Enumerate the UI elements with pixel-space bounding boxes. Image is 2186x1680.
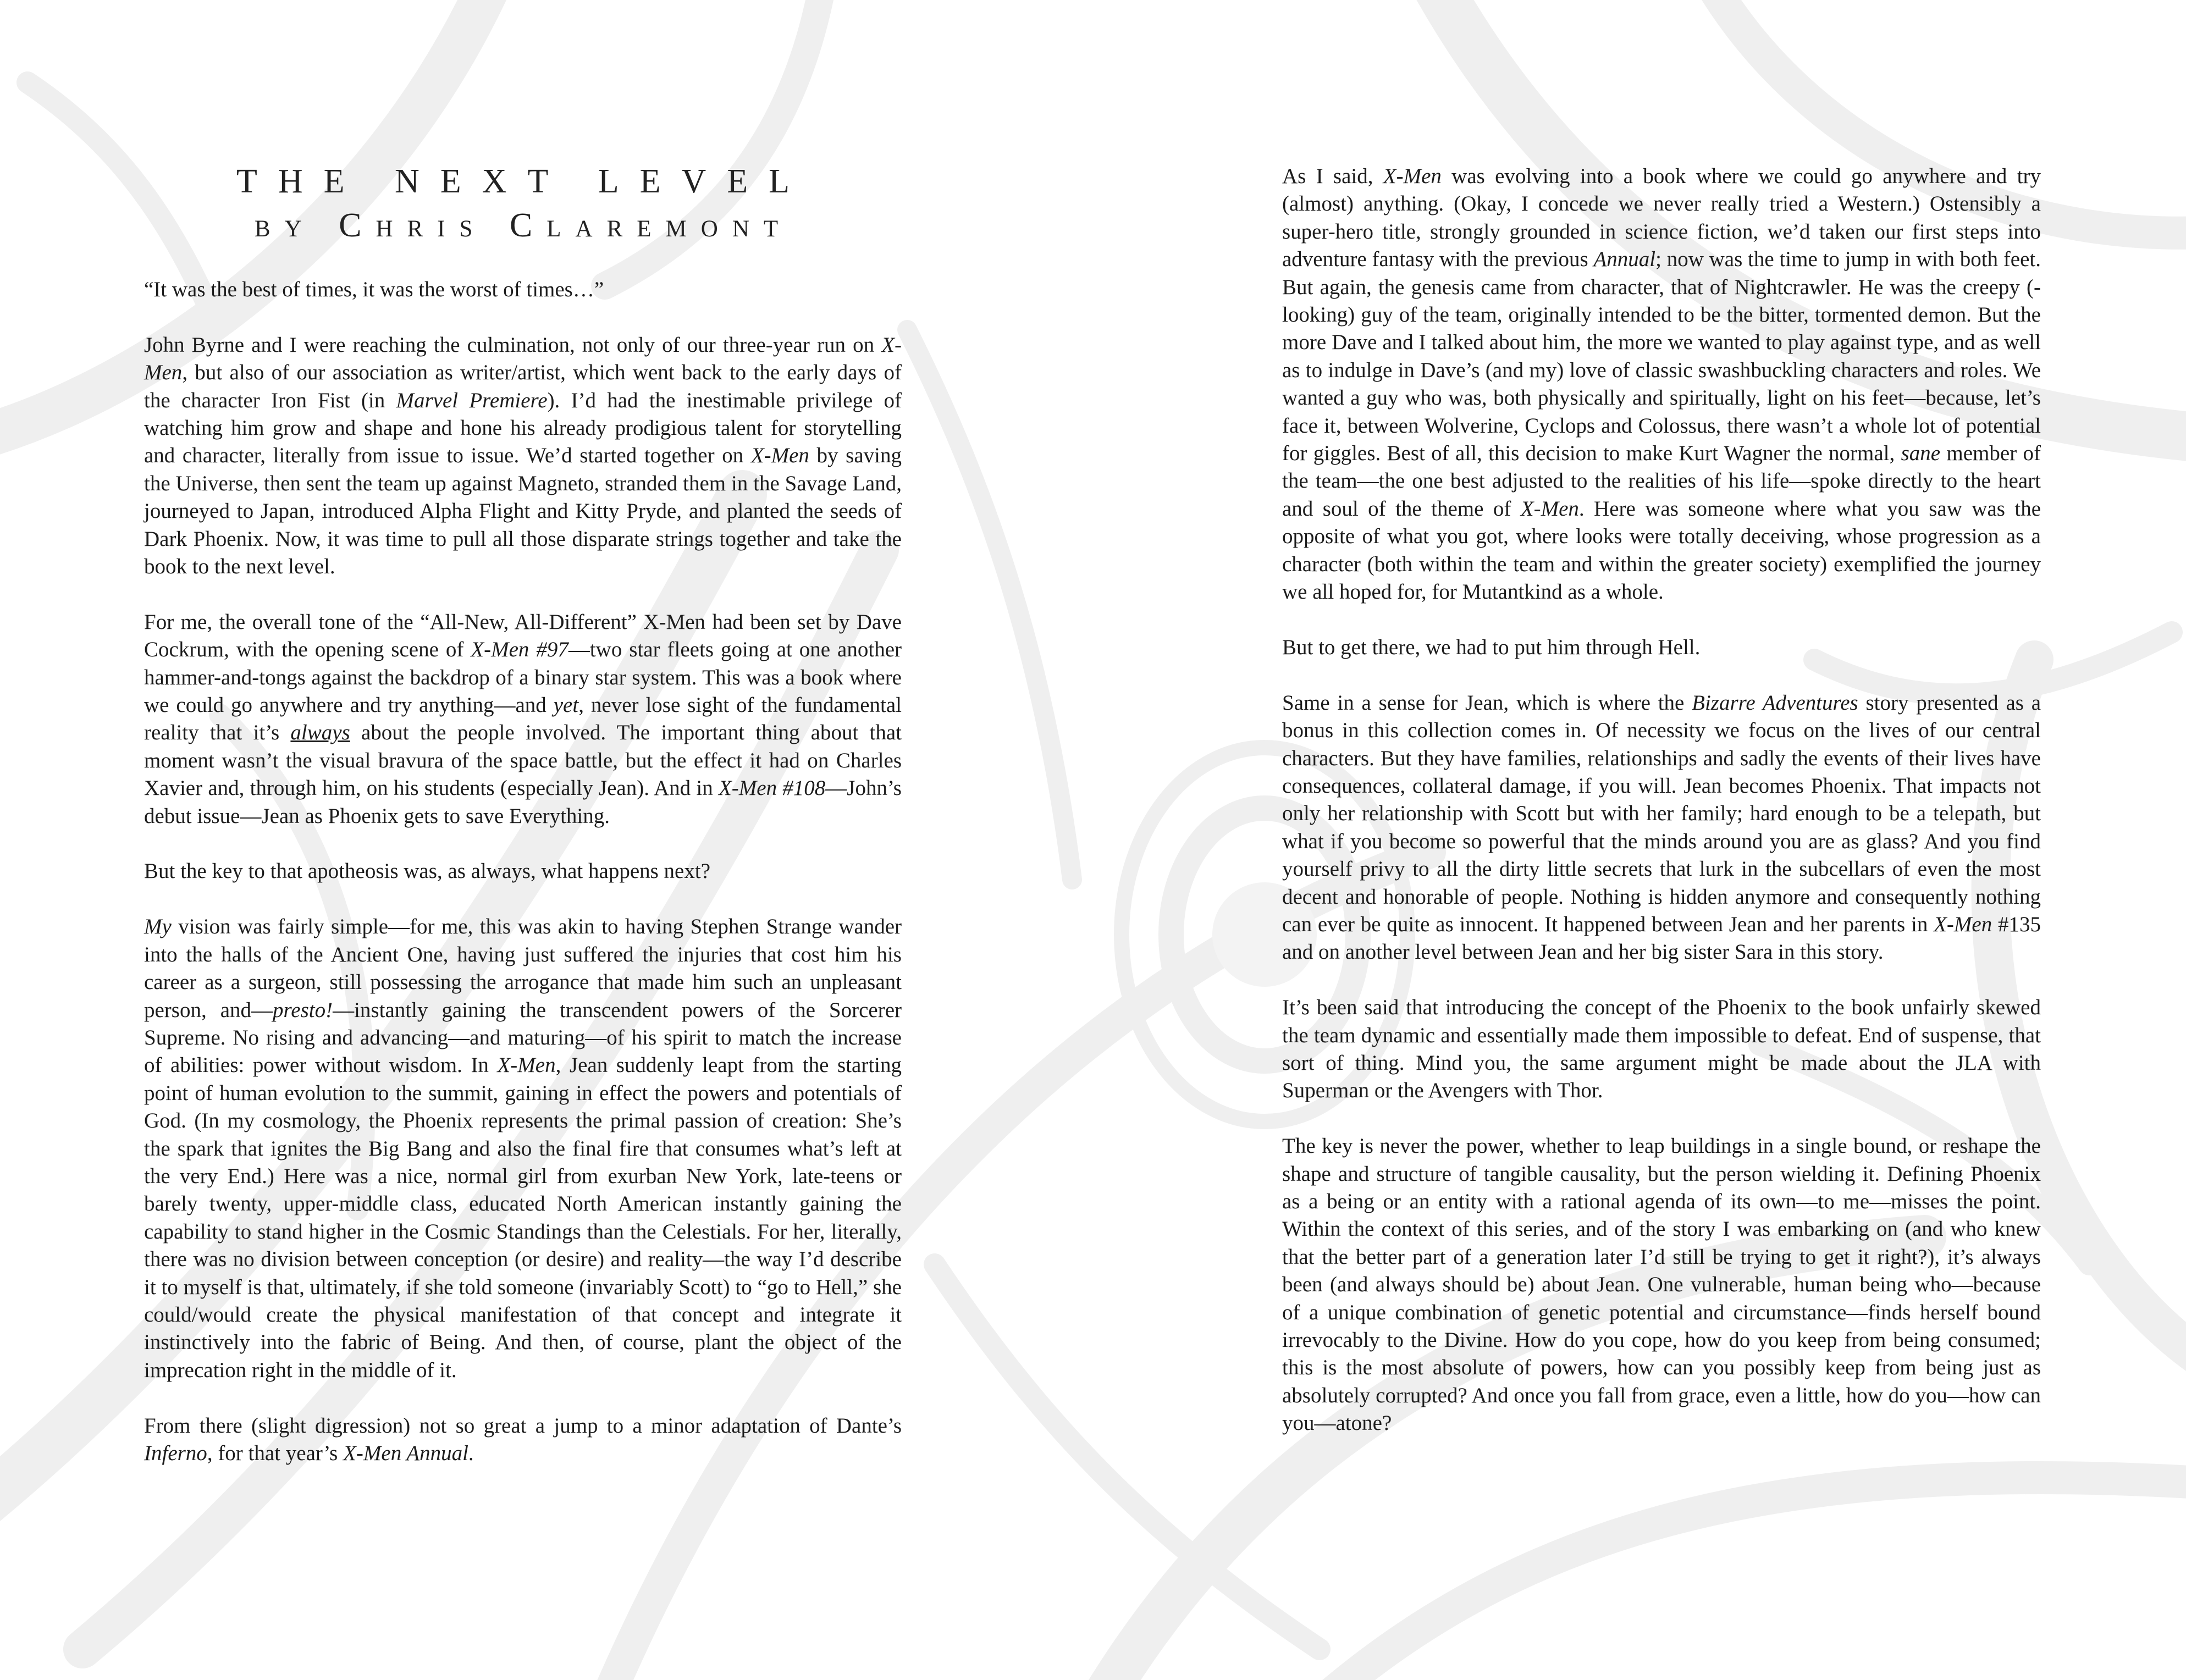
body-paragraph: But to get there, we had to put him through Hell.: [1282, 635, 1701, 659]
body-paragraph: The key is never the power, whether to leap buildings in a single bound, or reshape the shape and structure of tangible causality, but the person wielding it. Defining Phoenix as a being or an entity with a rational agenda of its own—to me—misses the point. Within the context of this series, and of the story I was embarking on (and who knew that the better part of a generation later I’d still be trying to get it right?), it’s always been (and always should be) about Jean. One vulnerable, human being who—because of a unique combination of genetic potential and circumstance—finds herself bound irrevocably to the Divine. How do you cope, how do you keep from being consumed; this is the most absolute of powers, how can you possibly keep from being just as absolutely corrupted? And once you fall from grace, even a little, how do you—how can you—atone?: [1282, 1134, 2041, 1435]
essay-title: THE NEXT LEVEL: [236, 163, 810, 200]
body-paragraph: It’s been said that introducing the concept of the Phoenix to the book unfairly skewed the team dynamic and essentially made them impossible to defeat. End of suspense, that sort of thing. Mind you, the same argument might be made about the JLA with Superman or the Avengers with Thor.: [1282, 996, 2041, 1103]
right-text-column: [1282, 163, 2041, 1465]
body-paragraph: As I said, X-Men was evolving into a book where we could go anywhere and try (almost) anything. (Okay, I concede we never really tried a Western.) Ostensibly a super-hero title, strongly grounded in science fiction, we’d taken our first steps into adventure fantasy with the previous Annual; now was the time to jump in with both feet. But again, the genesis came from character, that of Nightcrawler. He was the creepy (-looking) guy of the team, originally intended to be the bitter, tormented demon. But the more Dave and I talked about him, the more we wanted to play against type, and as well as to indulge in Dave’s (and my) love of classic swashbuckling characters and roles. We wanted a guy who was, both physically and spiritually, light on his feet—because, let’s face it, between Wolverine, Cyclops and Colossus, there wasn’t a whole lot of potential for giggles. Best of all, this decision to make Kurt Wagner the normal, sane member of the team—the one best adjusted to the realities of his life—spoke directly to the heart and soul of the theme of X-Men. Here was someone where what you saw was the opposite of what you got, where looks were totally deceiving, whose progression as a character (both within the team and within the greater society) exemplified the journey we all hoped for, for Mutantkind as a whole.: [1282, 164, 2041, 604]
body-paragraph: John Byrne and I were reaching the culmination, not only of our three-year run on X-Men, but also of our association as writer/artist, which went back to the early days of the character Iron Fist (in Marvel Premiere). I’d had the inestimable privilege of watching him grow and shape and hone his already prodigious talent for storytelling and character, literally from issue to issue. We’d started together on X-Men by saving the Universe, then sent the team up against Magneto, stranded them in the Savage Land, journeyed to Japan, introduced Alpha Flight and Kitty Pryde, and planted the seeds of Dark Phoenix. Now, it was time to pull all those disparate strings together and take the book to the next level.: [144, 333, 902, 579]
body-paragraph: For me, the overall tone of the “All-New, All-Different” X-Men had been set by Dave Cockrum, with the opening scene of X-Men #97—two star fleets going at one another hammer-and-tongs against the backdrop of a binary star system. This was a book where we could go anywhere and try anything—and yet, never lose sight of the fundamental reality that it’s always about the people involved. The important thing about that moment wasn’t the visual bravura of the space battle, but the effect it had on Charles Xavier and, through him, on his students (especially Jean). And in X-Men #108—John’s debut issue—Jean as Phoenix gets to save Everything.: [144, 610, 902, 828]
body-paragraph: Same in a sense for Jean, which is where the Bizarre Adventures story presented as a bonus in this collection comes in. Of necessity we focus on the lives of our central characters. But they have families, relationships and sadly the events of their lives have consequences, collateral damage, if you will. Jean becomes Phoenix. That impacts not only her relationship with Scott but with her family; hard enough to be a telepath, but what if you become so powerful that the minds around you are as glass? And you find yourself privy to all the dirty little secrets that lurk in the subcellars of even the most decent and honorable of people. Nothing is hidden anymore and consequently nothing can ever be quite as innocent. It happened between Jean and her parents in X-Men #135 and on another level between Jean and her big sister Sara in this story.: [1282, 690, 2041, 964]
body-paragraph: “It was the best of times, it was the worst of times…”: [144, 278, 604, 301]
essay-byline: by Chris Claremont: [254, 207, 793, 244]
body-paragraph: From there (slight digression) not so great a jump to a minor adaptation of Dante’s Inferno, for that year’s X-Men Annual.: [144, 1413, 902, 1465]
body-paragraph: But the key to that apotheosis was, as always, what happens next?: [144, 859, 711, 883]
essay-title-block: [144, 159, 903, 247]
body-paragraph: My vision was fairly simple—for me, this was akin to having Stephen Strange wander into the halls of the Ancient One, having just suffered the injuries that cost him his career as a surgeon, still possessing the arrogance that made him such an unpleasant person, and—presto!—instantly gaining the transcendent powers of the Sorcerer Supreme. No rising and advancing—and maturing—of his spirit to match the increase of abilities: power without wisdom. In X-Men, Jean suddenly leapt from the starting point of human evolution to the summit, gaining in effect the powers and potentials of God. (In my cosmology, the Phoenix represents the primal passion of creation: She’s the spark that ignites the Big Bang and also the final fire that consumes what’s left at the very End.) Here was a nice, normal girl from exurban New York, late-teens or barely twenty, upper-middle class, educated North American instantly gaining the capability to stand higher in the Cosmic Standings than the Celestials. For her, literally, there was no division between conception (or desire) and reality—the way I’d describe it to myself is that, ultimately, if she told someone (invariably Scott) to “go to Hell,” she could/would create the physical manifestation of that concept and integrate it instinctively into the fabric of Being. And then, of course, plant the object of the imprecation right in the middle of it.: [144, 915, 902, 1382]
left-text-column: [144, 276, 902, 1495]
